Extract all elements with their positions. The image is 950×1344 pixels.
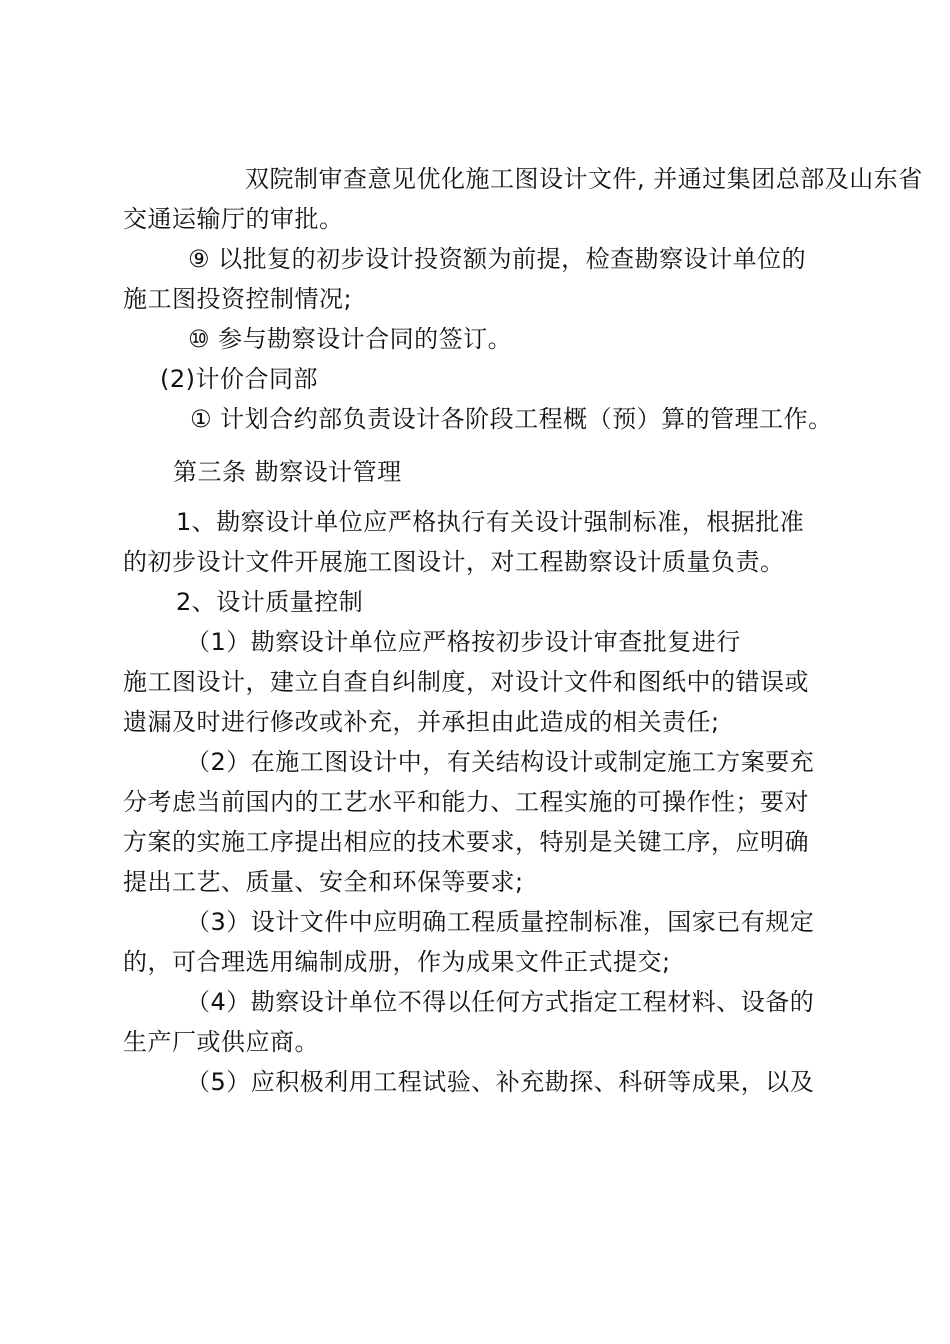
text-line: （5）应积极利用工程试验、补充勘探、科研等成果，以及 (186, 1068, 815, 1096)
section-heading: 2、设计质量控制 (176, 588, 364, 616)
text-line: ⑨ 以批复的初步设计投资额为前提，检查勘察设计单位的 (188, 245, 807, 273)
text-line: 的初步设计文件开展施工图设计，对工程勘察设计质量负责。 (123, 548, 785, 576)
text-line: 双院制审查意见优化施工图设计文件, 并通过集团总部及山东省 (245, 165, 923, 193)
section-heading: (2)计价合同部 (160, 365, 318, 393)
text-line: 的，可合理选用编制成册，作为成果文件正式提交; (123, 948, 671, 976)
text-line: 提出工艺、质量、安全和环保等要求; (123, 868, 524, 896)
text-line: ① 计划合约部负责设计各阶段工程概（预）算的管理工作。 (190, 405, 833, 433)
text-line: 方案的实施工序提出相应的技术要求，特别是关键工序，应明确 (123, 828, 809, 856)
text-line: （1）勘察设计单位应严格按初步设计审查批复进行 (186, 628, 741, 656)
text-line: （4）勘察设计单位不得以任何方式指定工程材料、设备的 (186, 988, 815, 1016)
text-line: （2）在施工图设计中，有关结构设计或制定施工方案要充 (186, 748, 815, 776)
text-line: 生产厂或供应商。 (123, 1028, 319, 1056)
text-line: 施工图设计，建立自查自纠制度，对设计文件和图纸中的错误或 (123, 668, 809, 696)
text-line: 施工图投资控制情况; (123, 285, 353, 313)
text-line: 1、勘察设计单位应严格执行有关设计强制标准，根据批准 (176, 508, 805, 536)
text-line: 遗漏及时进行修改或补充，并承担由此造成的相关责任; (123, 708, 720, 736)
article-heading: 第三条 勘察设计管理 (173, 458, 402, 486)
text-line: 分考虑当前国内的工艺水平和能力、工程实施的可操作性；要对 (123, 788, 809, 816)
text-line: （3）设计文件中应明确工程质量控制标准，国家已有规定 (186, 908, 815, 936)
text-line: ⑩ 参与勘察设计合同的签订。 (188, 325, 513, 353)
text-line: 交通运输厅的审批。 (123, 205, 344, 233)
